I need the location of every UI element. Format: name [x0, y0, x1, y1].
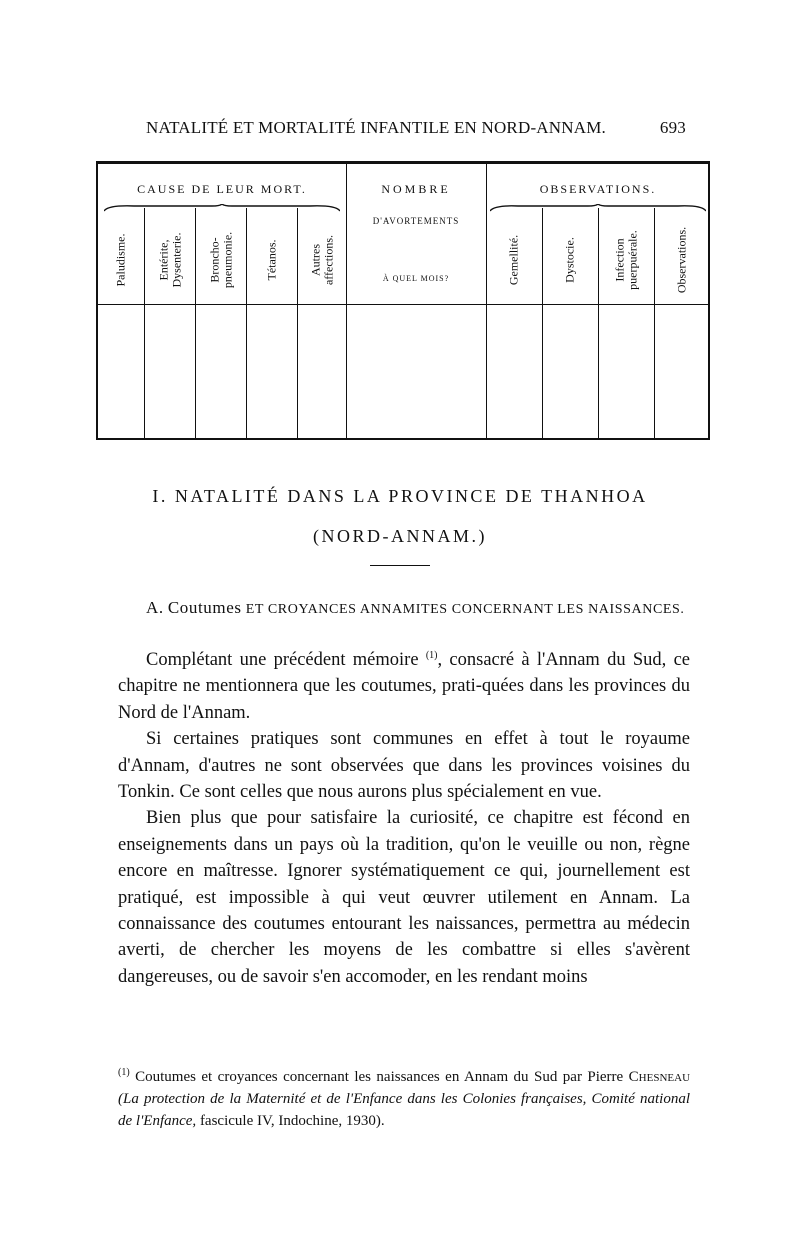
column-divider: [598, 208, 599, 438]
footnote: [118, 1066, 690, 1132]
table-divider: [486, 164, 487, 438]
page-number: 693: [659, 118, 686, 137]
col-tetanos: Tétanos.: [264, 239, 279, 281]
col-dystocie: Dystocie.: [562, 237, 577, 283]
running-head: [146, 118, 686, 140]
col-observations: Observations.: [674, 226, 689, 294]
section-title-line1: I. NATALITÉ DANS LA PROVINCE DE THANHOA: [152, 486, 648, 506]
column-divider: [542, 208, 543, 438]
group-cause-heading: CAUSE DE LEUR MORT.: [137, 182, 307, 196]
column-divider: [144, 208, 145, 438]
paragraph-1-text-cont: , consacré à l'Annam du Sud, ce chapitre ne mentionnera que les coutumes, prati-quées dans les provinces du Nord de l'Annam.: [118, 650, 691, 723]
column-divider: [246, 208, 247, 438]
footnote-text: Coutumes et croyances concernant les naissances en Annam du Sud par Pierre: [135, 1069, 624, 1085]
section-rule: [370, 565, 430, 566]
section-title-line2: (NORD-ANNAM.): [313, 526, 487, 546]
col-enterite: Entérite, Dysenterie.: [156, 232, 183, 288]
subhead-letter: A.: [146, 598, 164, 617]
paragraph-1: [118, 647, 690, 726]
footnote-italic: (La protection de la Maternité et de l'Enfance dans les Colonies françaises, Comité national de l'Enfance,: [118, 1091, 690, 1129]
col-broncho-pneumonie: Broncho-pneumonie.: [207, 231, 234, 289]
column-divider: [297, 208, 298, 438]
column-divider: [654, 208, 655, 438]
col-gemellite: Gemellité.: [506, 234, 521, 286]
subsection-heading: [146, 598, 706, 618]
table-divider: [346, 164, 347, 438]
paragraph-2: Si certaines pratiques sont communes en effet à tout le royaume d'Annam, d'autres ne sont observées que dans les provinces voisines du Tonkin. Ce sont celles que nous aurons plus spécialement en vue.: [118, 729, 690, 803]
col-autres-affections: Autres affections.: [308, 234, 335, 286]
column-divider: [195, 208, 196, 438]
body-text: [118, 647, 690, 990]
subhead-first-word: Coutumes: [167, 598, 242, 617]
footnote-text-end: fascicule IV, Indochine, 1930).: [199, 1113, 385, 1129]
col-infection-puerperale: Infection puerpuérale.: [612, 230, 639, 290]
data-table: [96, 161, 710, 440]
subhead-rest: ET CROYANCES ANNAMITES CONCERNANT LES NAISSANCES.: [245, 602, 685, 617]
cause-brace: [104, 204, 340, 212]
paragraph-1-text: Complétant une précédent mémoire: [146, 650, 419, 670]
header-rule: [98, 304, 708, 305]
footnote-ref: (1): [425, 649, 438, 661]
nombre-sub1: D'AVORTEMENTS: [372, 216, 460, 226]
footnote-marker: (1): [118, 1067, 130, 1078]
paragraph-3: Bien plus que pour satisfaire la curiosité, ce chapitre est fécond en enseignements dans un pays où la tradition, qu'on le veuille ou non, règne encore en maîtresse. Ignorer systématiquement ce qui, journellement est pratiqué, est impossible à qui veut œuvrer utilement en Annam. La connaissance des coutumes entourant les naissances, permettra au médecin averti, de chercher les moyens de les combattre si elles s'avèrent dangereuses, ou de savoir s'en accomoder, en les rendant moins: [118, 808, 690, 987]
footnote-author: Chesneau: [628, 1069, 691, 1085]
col-paludisme: Paludisme.: [113, 233, 128, 287]
running-head-title: NATALITÉ ET MORTALITÉ INFANTILE EN NORD-ANNAM.: [146, 118, 606, 137]
group-nombre-heading: NOMBRE: [381, 182, 451, 196]
group-observations-heading: OBSERVATIONS.: [539, 182, 657, 196]
nombre-sub2: À QUEL MOIS?: [382, 274, 450, 283]
